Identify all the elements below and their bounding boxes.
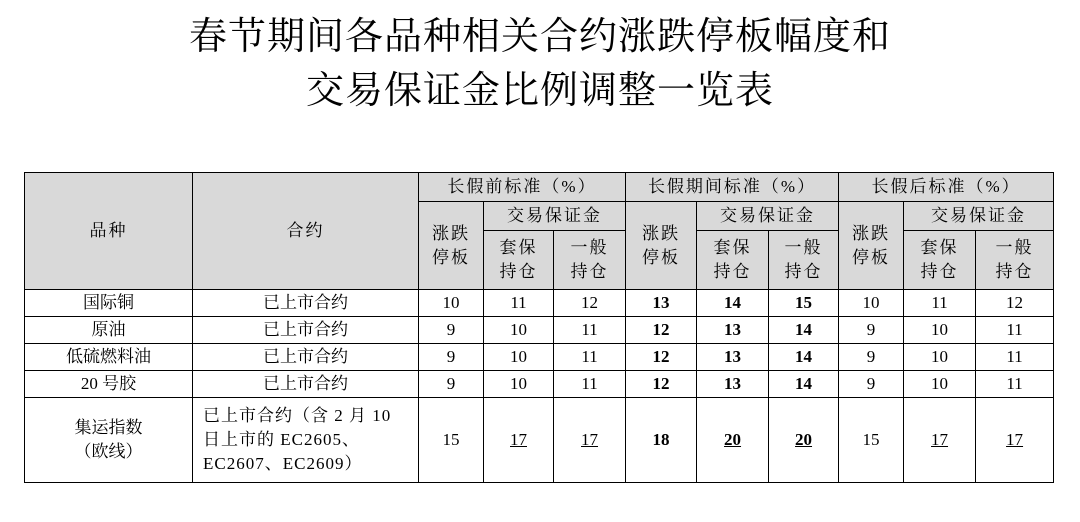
cell-during-general: 14 <box>769 371 839 398</box>
header-margin-before: 交易保证金 <box>484 202 626 231</box>
cell-variety: 20 号胶 <box>25 371 193 398</box>
cell-before-hedge: 10 <box>484 344 554 371</box>
table-row <box>25 290 1054 317</box>
cell-during-hedge: 13 <box>697 371 769 398</box>
cell-during-limit: 13 <box>626 290 697 317</box>
cell-variety: 原油 <box>25 317 193 344</box>
page-title-line-1: 春节期间各品种相关合约涨跌停板幅度和 <box>188 16 891 58</box>
cell-contract: 已上市合约 <box>193 371 419 398</box>
cell-during-hedge: 13 <box>697 344 769 371</box>
cell-contract: 已上市合约 <box>193 290 419 317</box>
cell-after-hedge: 17 <box>904 398 976 483</box>
header-hedge-during: 套保 持仓 <box>697 231 769 290</box>
table-row <box>25 398 1054 483</box>
cell-during-limit: 12 <box>626 371 697 398</box>
cell-during-general: 15 <box>769 290 839 317</box>
cell-during-general: 14 <box>769 317 839 344</box>
cell-before-limit: 9 <box>419 344 484 371</box>
cell-after-general: 17 <box>976 398 1054 483</box>
cell-variety: 集运指数 （欧线） <box>25 398 193 483</box>
cell-after-limit: 15 <box>839 398 904 483</box>
cell-during-hedge: 20 <box>697 398 769 483</box>
cell-during-hedge: 14 <box>697 290 769 317</box>
cell-contract: 已上市合约 <box>193 344 419 371</box>
cell-after-hedge: 10 <box>904 344 976 371</box>
header-hedge-before: 套保 持仓 <box>484 231 554 290</box>
cell-during-general: 14 <box>769 344 839 371</box>
cell-after-general: 11 <box>976 317 1054 344</box>
header-limit-after: 涨跌 停板 <box>839 202 904 290</box>
cell-during-limit: 12 <box>626 317 697 344</box>
cell-after-hedge: 11 <box>904 290 976 317</box>
cell-during-limit: 12 <box>626 344 697 371</box>
cell-after-general: 11 <box>976 371 1054 398</box>
header-general-after: 一般 持仓 <box>976 231 1054 290</box>
header-margin-after: 交易保证金 <box>904 202 1054 231</box>
cell-before-general: 11 <box>554 371 626 398</box>
adjustment-table <box>24 172 1054 483</box>
cell-after-limit: 10 <box>839 290 904 317</box>
cell-before-hedge: 10 <box>484 317 554 344</box>
header-after-holiday: 长假后标准（%） <box>839 173 1054 202</box>
header-during-holiday: 长假期间标准（%） <box>626 173 839 202</box>
cell-before-limit: 15 <box>419 398 484 483</box>
cell-during-limit: 18 <box>626 398 697 483</box>
table-row <box>25 317 1054 344</box>
cell-after-hedge: 10 <box>904 317 976 344</box>
cell-before-general: 11 <box>554 317 626 344</box>
cell-after-limit: 9 <box>839 371 904 398</box>
cell-after-general: 12 <box>976 290 1054 317</box>
cell-during-hedge: 13 <box>697 317 769 344</box>
header-variety: 品种 <box>25 173 193 290</box>
cell-before-hedge: 17 <box>484 398 554 483</box>
cell-after-limit: 9 <box>839 317 904 344</box>
cell-before-general: 11 <box>554 344 626 371</box>
table-row <box>25 344 1054 371</box>
cell-before-limit: 9 <box>419 317 484 344</box>
header-general-during: 一般 持仓 <box>769 231 839 290</box>
cell-variety: 国际铜 <box>25 290 193 317</box>
page-title-line-2: 交易保证金比例调整一览表 <box>305 70 774 112</box>
cell-before-limit: 10 <box>419 290 484 317</box>
header-margin-during: 交易保证金 <box>697 202 839 231</box>
cell-before-general: 17 <box>554 398 626 483</box>
cell-during-general: 20 <box>769 398 839 483</box>
cell-after-general: 11 <box>976 344 1054 371</box>
header-general-before: 一般 持仓 <box>554 231 626 290</box>
header-contract: 合约 <box>193 173 419 290</box>
cell-before-general: 12 <box>554 290 626 317</box>
cell-contract: 已上市合约（含 2 月 10 日上市的 EC2605、 EC2607、EC2609） <box>193 398 419 483</box>
cell-before-limit: 9 <box>419 371 484 398</box>
header-hedge-after: 套保 持仓 <box>904 231 976 290</box>
header-before-holiday: 长假前标准（%） <box>419 173 626 202</box>
table-row <box>25 371 1054 398</box>
header-limit-before: 涨跌 停板 <box>419 202 484 290</box>
cell-before-hedge: 10 <box>484 371 554 398</box>
cell-contract: 已上市合约 <box>193 317 419 344</box>
cell-variety: 低硫燃料油 <box>25 344 193 371</box>
cell-after-limit: 9 <box>839 344 904 371</box>
header-limit-during: 涨跌 停板 <box>626 202 697 290</box>
cell-before-hedge: 11 <box>484 290 554 317</box>
cell-after-hedge: 10 <box>904 371 976 398</box>
